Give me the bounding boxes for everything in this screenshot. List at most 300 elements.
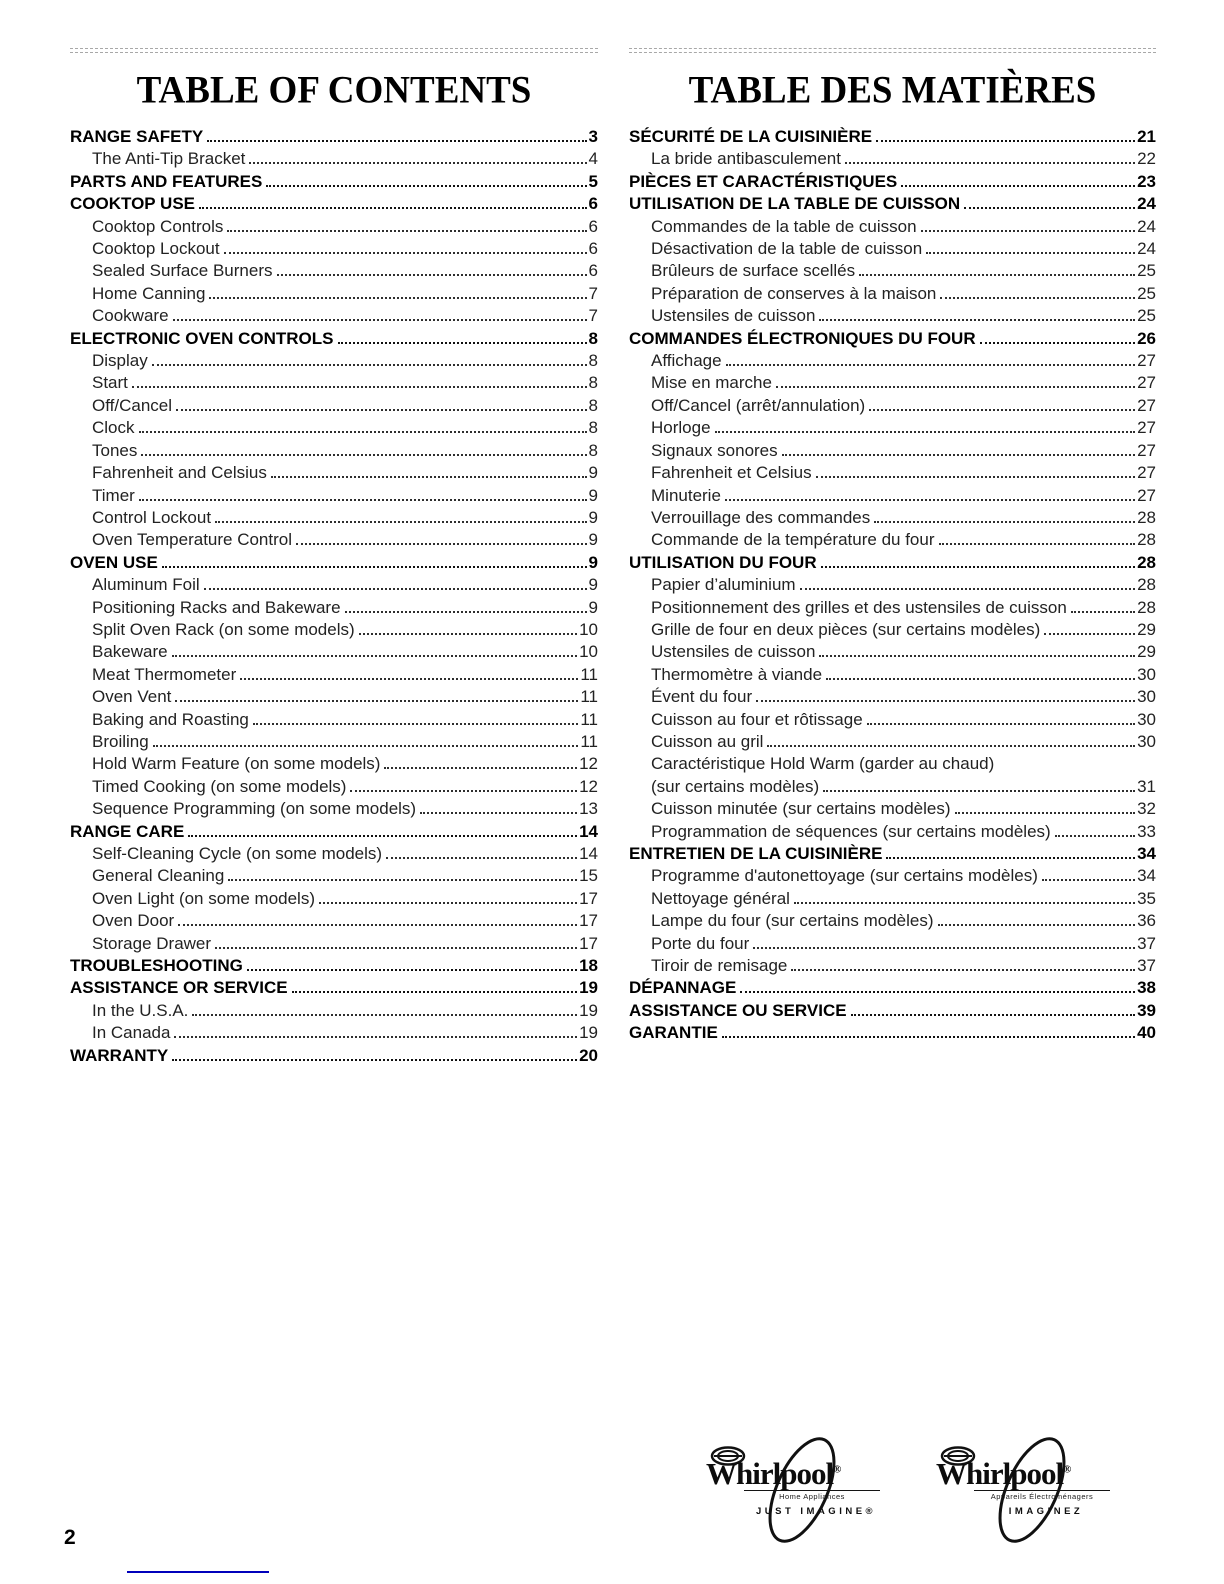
toc-entry-label: Affichage [651,351,722,371]
toc-entry-page: 9 [588,463,598,483]
toc-entry [629,821,1156,843]
toc-entry [629,552,1156,574]
toc-entry-page: 30 [1137,731,1156,751]
dot-leader [1044,633,1135,635]
toc-entry [70,440,598,462]
toc-entry [629,305,1156,327]
logo-tagline: IMAGINEZ [1008,1506,1084,1517]
toc-entry [629,395,1156,417]
dot-leader [338,342,587,344]
toc-entry-page: 36 [1137,911,1156,931]
toc-entry [629,731,1156,753]
toc-entry-label: Nettoyage général [651,888,790,908]
toc-entry [70,865,598,887]
toc-entry [70,664,598,686]
toc-entry-label: Cooktop Controls [92,216,224,236]
dot-leader [253,723,578,725]
dot-leader [816,476,1135,478]
toc-entry-page: 19 [579,1023,598,1043]
toc-entry [629,216,1156,238]
toc-entry [70,709,598,731]
dot-leader [162,566,587,568]
toc-entry-page: 25 [1137,261,1156,281]
dot-leader [851,1014,1135,1016]
dot-leader [901,185,1135,187]
toc-entry [629,126,1156,148]
toc-entry-page: 20 [579,1045,598,1065]
toc-entry-label: Horloge [651,418,711,438]
page-number: 2 [64,1526,76,1549]
toc-entry-page: 37 [1137,956,1156,976]
toc-entry [70,417,598,439]
dot-leader [215,521,586,523]
whirlpool-wordmark [706,1456,876,1492]
toc-entry [70,395,598,417]
toc-entry [70,1045,598,1067]
dot-leader [722,1036,1135,1038]
dot-leader [215,947,577,949]
toc-entry-page: 23 [1137,171,1156,191]
toc-entry [629,641,1156,663]
toc-entry [629,238,1156,260]
toc-entry-label: COOKTOP USE [70,194,196,214]
dot-leader [867,723,1135,725]
toc-entry-page: 9 [588,575,598,595]
toc-entry-label: Broiling [92,731,149,751]
whirlpool-logo-english [700,1438,880,1543]
toc-entry-label: In the U.S.A. [92,1000,189,1020]
dot-leader [350,790,577,792]
toc-entry-label: ELECTRONIC OVEN CONTROLS [70,328,334,348]
dot-leader [296,543,587,545]
footer-logos [700,1438,1110,1543]
dot-leader [132,386,587,388]
toc-entry-page: 28 [1137,507,1156,527]
toc-entry [70,753,598,775]
toc-title-french: TABLE DES MATIÈRES [688,68,1097,113]
toc-entry [70,597,598,619]
toc-entry [70,574,598,596]
toc-entry [70,933,598,955]
footer-blue-line [127,1571,269,1573]
toc-entry-label: Brûleurs de surface scellés [651,261,856,281]
toc-entry-label: Display [92,351,148,371]
toc-entry-page: 30 [1137,687,1156,707]
toc-entry-label: Clock [92,418,135,438]
dot-leader [800,588,1136,590]
toc-entry [70,260,598,282]
toc-entry-page: 27 [1137,440,1156,460]
dot-leader [859,274,1135,276]
dot-leader [823,790,1135,792]
toc-entry-page: 5 [588,171,598,191]
toc-entry-label: WARRANTY [70,1045,169,1065]
toc-entry-page: 17 [579,888,598,908]
dot-leader [199,207,587,209]
toc-entry-label: Évent du four [651,687,753,707]
toc-entry-page: 4 [588,149,598,169]
toc-entry-page: 29 [1137,619,1156,639]
toc-entry [70,821,598,843]
toc-entry-page: 6 [588,239,598,259]
dot-leader [153,745,579,747]
toc-entry-page: 28 [1137,575,1156,595]
toc-entry [70,641,598,663]
toc-entry [70,529,598,551]
toc-entry-page: 9 [588,552,598,572]
dot-leader [874,521,1135,523]
toc-entry [70,328,598,350]
toc-entry-page: 21 [1137,127,1156,146]
whirlpool-wordmark [936,1456,1106,1492]
registered-mark: ® [833,1463,842,1476]
toc-entry-page: 9 [588,507,598,527]
toc-entry-page: 11 [580,709,598,729]
dot-leader [227,230,586,232]
toc-entry-label: UTILISATION DE LA TABLE DE CUISSON [629,194,961,214]
dot-leader [173,319,587,321]
toc-entry [629,574,1156,596]
toc-entry-label: Signaux sonores [651,440,778,460]
toc-entry-label: Cuisson au four et rôtissage [651,709,863,729]
toc-entry [629,171,1156,193]
toc-entry-label: Start [92,373,128,393]
toc-entry [70,977,598,999]
dot-leader [345,611,587,613]
toc-entry-page: 8 [588,328,598,348]
toc-entry-page: 6 [588,216,598,236]
dot-leader [740,991,1135,993]
toc-entry-label: ASSISTANCE OR SERVICE [70,978,288,998]
toc-entry [70,126,598,148]
toc-entry [629,462,1156,484]
toc-entry [629,888,1156,910]
toc-entry-page: 24 [1137,216,1156,236]
toc-entry-page: 17 [579,933,598,953]
toc-entry [70,350,598,372]
toc-entry [70,731,598,753]
toc-entry-label: PIÈCES ET CARACTÉRISTIQUES [629,171,898,191]
dot-leader [1042,879,1135,881]
toc-entry-page: 27 [1137,418,1156,438]
toc-entry-label: Cuisson minutée (sur certains modèles) [651,799,951,819]
dot-leader [271,476,587,478]
toc-entry [70,507,598,529]
toc-entry-page: 22 [1137,149,1156,169]
toc-entry-page: 24 [1137,239,1156,259]
toc-entries-english [70,126,598,1067]
toc-entry [629,597,1156,619]
toc-entry [70,686,598,708]
toc-entry [70,1000,598,1022]
toc-entry-label: Porte du four [651,933,750,953]
toc-entry [629,1022,1156,1044]
toc-entry-label: UTILISATION DU FOUR [629,552,817,572]
toc-entry [629,753,1156,775]
logo-tagline: JUST IMAGINE® [755,1506,877,1517]
toc-entry-page: 18 [579,956,598,976]
dot-leader [240,678,578,680]
toc-entry [629,955,1156,977]
dot-leader [207,140,586,142]
dot-leader [791,969,1135,971]
toc-entry-label: Aluminum Foil [92,575,200,595]
toc-entry-label: GARANTIE [629,1023,718,1043]
toc-entry-page: 19 [579,978,598,998]
toc-entry-label: ASSISTANCE OU SERVICE [629,1000,847,1020]
dot-leader [247,969,577,971]
toc-entry-label: Commandes de la table de cuisson [651,216,917,236]
toc-entry-page: 9 [588,597,598,617]
toc-entry [629,664,1156,686]
dot-leader [940,297,1135,299]
dot-leader [876,140,1135,142]
toc-entry [629,977,1156,999]
toc-entry [70,216,598,238]
toc-entry [629,910,1156,932]
toc-entry-label: Papier d’aluminium [651,575,796,595]
toc-entry-label: ENTRETIEN DE LA CUISINIÈRE [629,844,883,863]
toc-entry [629,193,1156,215]
brand-name: Whirlpool [936,1456,1064,1491]
toc-entry-page: 8 [588,440,598,460]
toc-entry-page: 28 [1137,530,1156,550]
toc-entry-label: Préparation de conserves à la maison [651,283,937,303]
toc-entry [70,888,598,910]
toc-entry-page: 30 [1137,709,1156,729]
dot-leader [980,342,1135,344]
dot-leader [224,252,587,254]
toc-entry-label: Ustensiles de cuisson [651,642,816,662]
toc-entry-label: SÉCURITÉ DE LA CUISINIÈRE [629,127,873,146]
toc-entry-label: Oven Vent [92,687,172,707]
toc-entry-label: Caractéristique Hold Warm (garder au chaud) [651,754,995,774]
toc-entry-page: 6 [588,261,598,281]
toc-entry-page: 9 [588,530,598,550]
registered-mark: ® [1063,1463,1072,1476]
dot-leader [964,207,1135,209]
toc-entry-label: Programme d'autonettoyage (sur certains modèles) [651,866,1038,886]
dot-leader [384,767,577,769]
toc-column-english [70,48,598,1067]
toc-entry-page: 11 [580,664,598,684]
toc-entries-french [629,126,1156,1045]
toc-entry-page: 34 [1137,866,1156,886]
toc-entry-label: Fahrenheit and Celsius [92,463,267,483]
brand-name: Whirlpool [706,1456,834,1491]
toc-entry-label: Meat Thermometer [92,664,237,684]
toc-entry-label: Tones [92,440,138,460]
dot-leader [725,499,1135,501]
toc-entry-page: 25 [1137,283,1156,303]
dot-leader [386,857,577,859]
toc-entry-page: 32 [1137,799,1156,819]
toc-entry [629,776,1156,798]
toc-entry-page: 26 [1137,328,1156,348]
toc-entry [70,485,598,507]
toc-entry [629,843,1156,865]
toc-entry-page: 24 [1137,194,1156,214]
toc-entry-label: Baking and Roasting [92,709,249,729]
toc-entry-page: 14 [579,844,598,863]
toc-entry-label: Ustensiles de cuisson [651,306,816,326]
toc-entry-page: 37 [1137,933,1156,953]
toc-entry-page: 12 [579,776,598,796]
toc-entry [629,440,1156,462]
dot-leader [228,879,577,881]
dot-leader [172,1059,577,1061]
toc-entry-label: Tiroir de remisage [651,956,788,976]
dot-leader [821,566,1135,568]
toc-entry-page: 12 [579,754,598,774]
toc-entry-label: Commande de la température du four [651,530,935,550]
toc-entry-label: Cookware [92,306,169,326]
toc-entry [70,776,598,798]
dot-leader [192,1014,577,1016]
toc-entry-label: The Anti-Tip Bracket [92,149,246,169]
toc-entry-page: 25 [1137,306,1156,326]
dot-leader [277,274,587,276]
toc-entry-page: 27 [1137,373,1156,393]
toc-entry [70,1022,598,1044]
toc-entry [70,283,598,305]
toc-entry-label: Split Oven Rack (on some models) [92,619,355,639]
toc-entry-page: 8 [588,373,598,393]
toc-entry [70,372,598,394]
logo-subtext: Home Appliances [744,1490,880,1501]
toc-entry-label: Positionnement des grilles et des ustensiles de cuisson [651,597,1067,617]
toc-entry [629,865,1156,887]
toc-entry-label: Mise en marche [651,373,772,393]
dot-leader [209,297,586,299]
toc-entry-page: 13 [579,799,598,819]
toc-entry-page: 27 [1137,485,1156,505]
toc-entry-label: Bakeware [92,642,168,662]
dot-leader [176,409,587,411]
toc-entry-page: 28 [1137,597,1156,617]
dot-leader [178,924,577,926]
dot-leader [175,700,578,702]
dot-leader [921,230,1136,232]
dot-leader [826,678,1135,680]
toc-entry [629,1000,1156,1022]
toc-entry [629,350,1156,372]
toc-entry-page: 10 [579,619,598,639]
dot-leader [266,185,586,187]
dot-leader [174,1036,577,1038]
dot-leader [756,700,1135,702]
toc-entry-label: Sequence Programming (on some models) [92,799,417,819]
toc-entry [629,148,1156,170]
dashed-divider [70,48,598,53]
dot-leader [152,364,587,366]
toc-entry-page: 35 [1137,888,1156,908]
dot-leader [204,588,587,590]
toc-entry-page: 6 [588,194,598,214]
toc-entry-page: 27 [1137,395,1156,415]
dot-leader [955,812,1136,814]
toc-entry-label: Off/Cancel (arrêt/annulation) [651,395,866,415]
toc-entry [70,955,598,977]
toc-entry-page: 8 [588,418,598,438]
toc-entry-label: DÉPANNAGE [629,978,737,998]
toc-entry-label: Lampe du four (sur certains modèles) [651,911,934,931]
toc-entry-label: General Cleaning [92,866,225,886]
dot-leader [249,162,586,164]
toc-entry [70,843,598,865]
toc-entry-page: 14 [579,821,598,841]
toc-entry-page: 34 [1137,844,1156,863]
toc-entry-page: 27 [1137,463,1156,483]
toc-entry-page: 27 [1137,351,1156,371]
toc-entry [629,328,1156,350]
toc-entry-page: 33 [1137,821,1156,841]
toc-entry [629,507,1156,529]
dot-leader [141,454,586,456]
toc-entry-label: Sealed Surface Burners [92,261,273,281]
dot-leader [926,252,1135,254]
toc-entry-label: Off/Cancel [92,395,173,415]
toc-entry-page: 31 [1137,776,1156,796]
toc-entry-label: RANGE CARE [70,821,185,841]
toc-entry-label: Thermomètre à viande [651,664,823,684]
toc-entry [629,529,1156,551]
dot-leader [139,431,587,433]
toc-entry-label: Control Lockout [92,507,212,527]
toc-entry-label: Timed Cooking (on some models) [92,776,347,796]
toc-entry [629,260,1156,282]
toc-entry-page: 28 [1137,552,1156,572]
toc-entry-label: COMMANDES ÉLECTRONIQUES DU FOUR [629,328,976,348]
toc-entry-label: Minuterie [651,485,721,505]
toc-entry-label: Cuisson au gril [651,731,764,751]
toc-entry-label: PARTS AND FEATURES [70,171,263,191]
toc-entry-label: La bride antibasculement [651,149,841,169]
dot-leader [938,924,1136,926]
toc-entry-label: Hold Warm Feature (on some models) [92,754,381,774]
dot-leader [886,857,1135,859]
toc-entry [629,798,1156,820]
toc-entry-page: 38 [1137,978,1156,998]
dot-leader [420,812,577,814]
toc-entry [70,798,598,820]
dot-leader [188,835,577,837]
toc-entry-label: In Canada [92,1023,171,1043]
toc-entry-label: OVEN USE [70,552,158,572]
toc-entry-label: Positioning Racks and Bakeware [92,597,341,617]
toc-entry [70,148,598,170]
dot-leader [715,431,1136,433]
toc-entry-label: Storage Drawer [92,933,212,953]
toc-entry [629,709,1156,731]
toc-entry [629,283,1156,305]
dot-leader [869,409,1135,411]
toc-entry [70,619,598,641]
toc-entry [629,485,1156,507]
toc-entry-label: Verrouillage des commandes [651,507,871,527]
toc-entry [70,305,598,327]
dot-leader [726,364,1136,366]
toc-entry-label: Cooktop Lockout [92,239,220,259]
toc-entry-label: Désactivation de la table de cuisson [651,239,923,259]
dot-leader [139,499,587,501]
toc-entry [629,933,1156,955]
toc-entry-page: 7 [588,306,598,326]
toc-entry-label: Grille de four en deux pièces (sur certains modèles) [651,619,1041,639]
toc-title-english: TABLE OF CONTENTS [136,68,532,113]
toc-entry-page: 39 [1137,1000,1156,1020]
toc-entry-label: Home Canning [92,283,206,303]
